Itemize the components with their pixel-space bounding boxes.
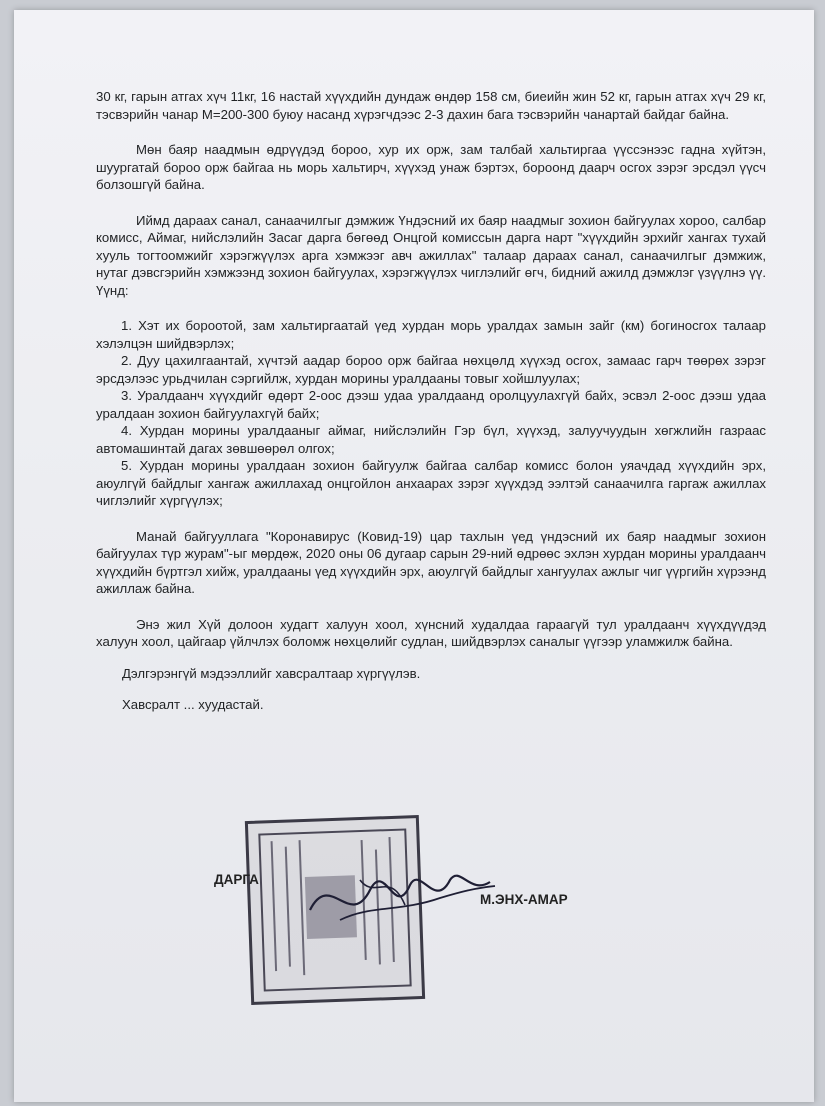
paragraph-detail: Дэлгэрэнгүй мэдээллийг хавсралтаар хүргүүлэв. (122, 665, 421, 681)
paragraph-organization: Манай байгууллага "Коронавирус (Ковид-19) цар тахлын үед үндэсний их баяр наадмыг зохион байгуулах түр журам"-ыг мөрдөж, 2020 оны 06 дугаар сарын 29-ний өдрөөс эхлэн хурдан морины уралдаанч хүүхдийн бүртгэл хийж, уралдааны үед хүүхдийн эрх, аюулгүй байдлыг хангуулах ажлыг чиг үүргийн хүрээнд ажиллаж байна. (96, 528, 766, 596)
paragraph-proposal: Иймд дараах санал, санаачилгыг дэмжиж Үндэсний их баяр наадмыг зохион байгуулах хороо, салбар комисс, Аймаг, нийслэлийн Засаг дарга бөгөөд Онцгой комиссын дарга нарт "хүүхдийн эрхийг хангах тухай хууль тогтоомжийг хэрэгжүүлэх арга хэмжээг авч ажиллах" талаар дараах санал, санаачилгыг дэмжиж, нутаг дэвсгэрийн хэмжээнд зохион байгуулах, хэрэгжүүлэх чиглэлийг өгч, бидний ажилд дэмжлэг үзүүлнэ үү. Үүнд: (96, 212, 766, 298)
list-item: 3. Уралдаанч хүүхдийг өдөрт 2-оос дээш удаа уралдаанд оролцуулахгүй байх, эсвэл 2-оос дээш удаа уралдаан зохион байгуулахгүй байх; (96, 388, 766, 421)
list-item: 1. Хэт их бороотой, зам хальтиргаатай үед хурдан морь уралдах замын зайг (км) богиносгох талаар хэлэлцэн шийдвэрлэх; (96, 318, 766, 351)
proposal-list (96, 317, 766, 510)
list-item: 4. Хурдан морины уралдааныг аймаг, нийслэлийн Гэр бүл, хүүхэд, залуучуудын хөгжлийн газраас автомашинтай дагах зөвшөөрөл олгох; (96, 423, 766, 456)
signer-name: М.ЭНХ-АМАР (480, 892, 568, 907)
list-item: 2. Дуу цахилгаантай, хүчтэй аадар бороо орж байгаа нөхцөлд хүүхэд осгох, замаас гарч төөрөх зэрэг эрсдэлээс урьдчилан сэргийлж, хурдан морины уралдааны товыг хойшлуулах; (96, 353, 766, 386)
document-body (96, 88, 766, 714)
signature (300, 850, 500, 940)
list-item: 5. Хурдан морины уралдаан зохион байгуулж байгаа салбар комисс болон уяачдад хүүхдийн эрх, аюулгүй байдлыг хангаж ажиллахад онцгойлон анхаарах зэрэг хүүхдэд ээлтэй санаачилга гаргаж ажиллах чиглэлийг хүргүүлэх; (96, 458, 766, 508)
paragraph-food: Энэ жил Хүй долоон худагт халуун хоол, хүнсний худалдаа гараагүй тул уралдаанч хүүхдүүдэд халуун хоол, цайгаар үйлчлэх боломж нөхцөлийг судлан, шийдвэрлэх саналыг үүгээр уламжилж байна. (96, 616, 766, 649)
signer-title: ДАРГА (214, 872, 259, 887)
paragraph-weather: Мөн баяр наадмын өдрүүдэд бороо, хур их орж, зам талбай хальтиргаа үүссэнээс гадна хүйтэн, шуургатай бороо орж байгаа нь морь хальтирч, хүүхэд унаж бэртэх, бороонд даарч осгох зэрэг эрсдэл үүсч болзошгүй байна. (96, 142, 766, 192)
paragraph-attachment: Хавсралт ... хуудастай. (122, 697, 264, 712)
paragraph-intro: 30 кг, гарын атгах хүч 11кг, 16 настай хүүхдийн дундаж өндөр 158 см, биеийн жин 52 кг, гарын атгах хүч 29 кг, тэсвэрийн чанар М=200-300 буюу насанд хүрэгчдээс 2-3 дахин бага тэсвэрийн чанартай байдаг байна. (96, 89, 766, 122)
